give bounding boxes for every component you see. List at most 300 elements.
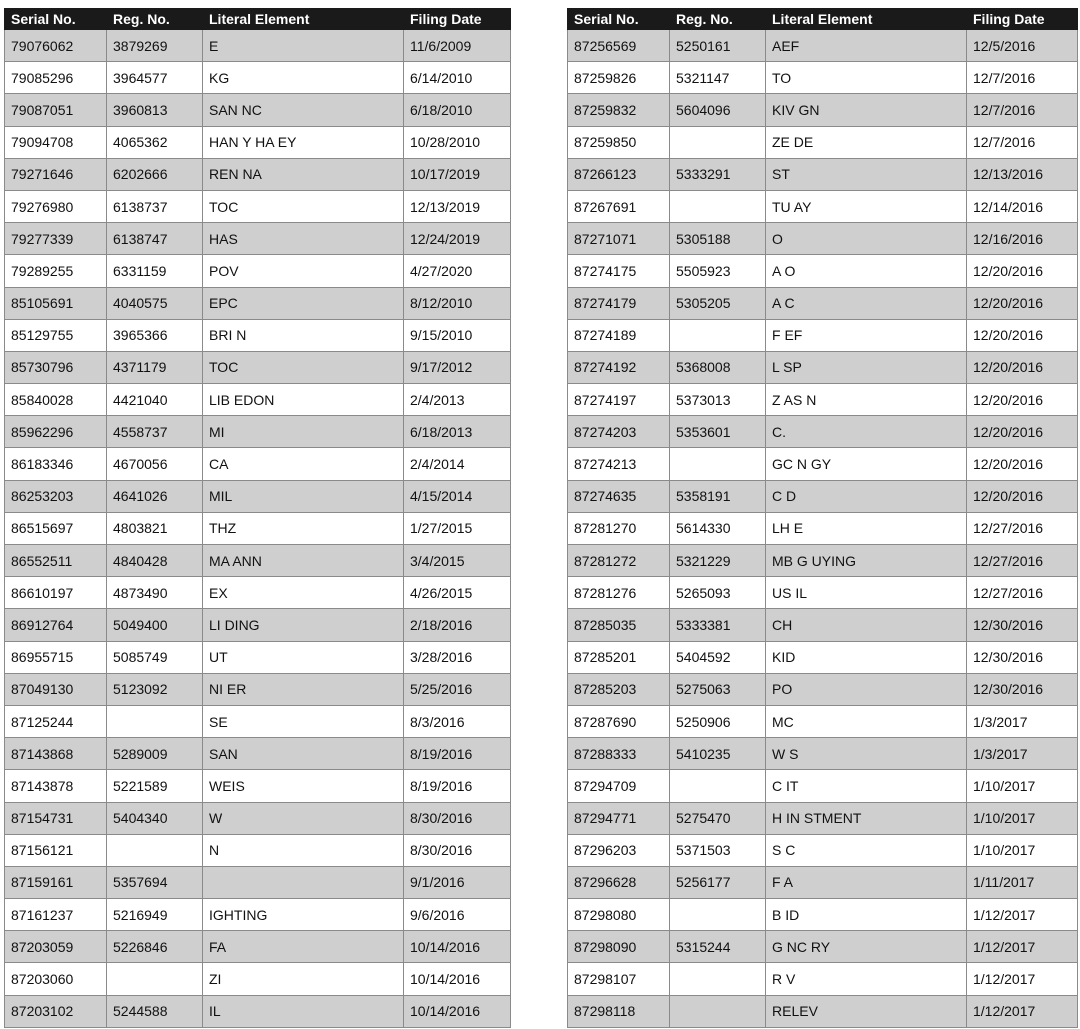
table-row xyxy=(568,705,1078,737)
serial-no-cell: 79276980 xyxy=(5,190,107,222)
literal-element-cell: AEF xyxy=(766,30,967,62)
reg-no-cell: 4641026 xyxy=(107,480,203,512)
reg-no-cell: 5250161 xyxy=(670,30,766,62)
table-row xyxy=(568,738,1078,770)
serial-no-cell: 79076062 xyxy=(5,30,107,62)
reg-no-cell xyxy=(107,834,203,866)
table-row xyxy=(5,30,511,62)
filing-date-cell: 12/27/2016 xyxy=(967,545,1078,577)
filing-date-cell: 4/26/2015 xyxy=(404,577,511,609)
serial-no-cell: 87296628 xyxy=(568,866,670,898)
table-row xyxy=(5,609,511,641)
filing-date-cell: 12/27/2016 xyxy=(967,512,1078,544)
reg-no-cell: 6331159 xyxy=(107,255,203,287)
filing-date-cell: 12/7/2016 xyxy=(967,62,1078,94)
reg-no-cell xyxy=(670,319,766,351)
literal-element-cell: UT xyxy=(203,641,404,673)
serial-no-cell: 79094708 xyxy=(5,126,107,158)
literal-element-cell: POV xyxy=(203,255,404,287)
reg-no-cell: 5289009 xyxy=(107,738,203,770)
reg-no-cell: 5371503 xyxy=(670,834,766,866)
reg-no-cell: 5226846 xyxy=(107,931,203,963)
reg-no-cell: 5614330 xyxy=(670,512,766,544)
table-row xyxy=(568,802,1078,834)
literal-element-cell: LI DING xyxy=(203,609,404,641)
reg-no-cell: 5333291 xyxy=(670,158,766,190)
reg-no-cell xyxy=(670,995,766,1027)
serial-no-cell: 87281276 xyxy=(568,577,670,609)
serial-no-cell: 87049130 xyxy=(5,673,107,705)
filing-date-cell: 9/17/2012 xyxy=(404,351,511,383)
table-row xyxy=(568,577,1078,609)
literal-element-cell: ZI xyxy=(203,963,404,995)
reg-no-cell: 5265093 xyxy=(670,577,766,609)
filing-date-cell: 12/20/2016 xyxy=(967,255,1078,287)
literal-element-cell: TU AY xyxy=(766,190,967,222)
literal-element-cell: THZ xyxy=(203,512,404,544)
table-row xyxy=(568,223,1078,255)
literal-element-cell: C IT xyxy=(766,770,967,802)
literal-element-cell: F EF xyxy=(766,319,967,351)
filing-date-cell: 1/3/2017 xyxy=(967,705,1078,737)
header-filing-date: Filing Date xyxy=(404,9,511,30)
filing-date-cell: 8/12/2010 xyxy=(404,287,511,319)
literal-element-cell: US IL xyxy=(766,577,967,609)
serial-no-cell: 87259850 xyxy=(568,126,670,158)
reg-no-cell: 4040575 xyxy=(107,287,203,319)
filing-date-cell: 1/11/2017 xyxy=(967,866,1078,898)
filing-date-cell: 10/28/2010 xyxy=(404,126,511,158)
serial-no-cell: 87287690 xyxy=(568,705,670,737)
literal-element-cell: O xyxy=(766,223,967,255)
reg-no-cell: 5505923 xyxy=(670,255,766,287)
literal-element-cell: ST xyxy=(766,158,967,190)
filing-date-cell: 12/20/2016 xyxy=(967,384,1078,416)
literal-element-cell: Z AS N xyxy=(766,384,967,416)
literal-element-cell: W xyxy=(203,802,404,834)
filing-date-cell: 6/18/2010 xyxy=(404,94,511,126)
filing-date-cell: 8/30/2016 xyxy=(404,802,511,834)
table-row xyxy=(5,899,511,931)
serial-no-cell: 87274197 xyxy=(568,384,670,416)
reg-no-cell: 5250906 xyxy=(670,705,766,737)
serial-no-cell: 79289255 xyxy=(5,255,107,287)
serial-no-cell: 87274635 xyxy=(568,480,670,512)
serial-no-cell: 87259826 xyxy=(568,62,670,94)
table-row xyxy=(5,351,511,383)
reg-no-cell: 4421040 xyxy=(107,384,203,416)
table-row xyxy=(568,866,1078,898)
reg-no-cell: 5321147 xyxy=(670,62,766,94)
reg-no-cell: 5221589 xyxy=(107,770,203,802)
literal-element-cell: BRI N xyxy=(203,319,404,351)
serial-no-cell: 87281272 xyxy=(568,545,670,577)
table-row xyxy=(568,545,1078,577)
table-row xyxy=(5,94,511,126)
reg-no-cell xyxy=(670,448,766,480)
literal-element-cell: IGHTING xyxy=(203,899,404,931)
table-row xyxy=(5,319,511,351)
serial-no-cell: 87143868 xyxy=(5,738,107,770)
reg-no-cell: 4840428 xyxy=(107,545,203,577)
serial-no-cell: 79277339 xyxy=(5,223,107,255)
literal-element-cell: TO xyxy=(766,62,967,94)
literal-element-cell: REN NA xyxy=(203,158,404,190)
reg-no-cell: 5373013 xyxy=(670,384,766,416)
literal-element-cell: KIV GN xyxy=(766,94,967,126)
header-reg-no: Reg. No. xyxy=(107,9,203,30)
reg-no-cell: 5404592 xyxy=(670,641,766,673)
filing-date-cell: 1/10/2017 xyxy=(967,770,1078,802)
table-row xyxy=(5,512,511,544)
filing-date-cell: 12/5/2016 xyxy=(967,30,1078,62)
filing-date-cell: 8/19/2016 xyxy=(404,770,511,802)
table-row xyxy=(5,963,511,995)
table-row xyxy=(568,673,1078,705)
reg-no-cell xyxy=(670,126,766,158)
table-row xyxy=(568,931,1078,963)
filing-date-cell: 2/4/2014 xyxy=(404,448,511,480)
serial-no-cell: 87294709 xyxy=(568,770,670,802)
literal-element-cell: SAN xyxy=(203,738,404,770)
serial-no-cell: 86183346 xyxy=(5,448,107,480)
serial-no-cell: 87285035 xyxy=(568,609,670,641)
reg-no-cell: 5244588 xyxy=(107,995,203,1027)
literal-element-cell: TOC xyxy=(203,351,404,383)
table-row xyxy=(568,512,1078,544)
table-row xyxy=(568,834,1078,866)
header-serial-no: Serial No. xyxy=(5,9,107,30)
header-row xyxy=(5,9,511,30)
reg-no-cell xyxy=(670,190,766,222)
serial-no-cell: 87156121 xyxy=(5,834,107,866)
filing-date-cell: 12/16/2016 xyxy=(967,223,1078,255)
literal-element-cell: MC xyxy=(766,705,967,737)
literal-element-cell: MI xyxy=(203,416,404,448)
literal-element-cell: HAN Y HA EY xyxy=(203,126,404,158)
reg-no-cell: 6202666 xyxy=(107,158,203,190)
literal-element-cell: EPC xyxy=(203,287,404,319)
literal-element-cell: RELEV xyxy=(766,995,967,1027)
reg-no-cell: 5275063 xyxy=(670,673,766,705)
serial-no-cell: 87294771 xyxy=(568,802,670,834)
filing-date-cell: 12/7/2016 xyxy=(967,126,1078,158)
serial-no-cell: 86552511 xyxy=(5,545,107,577)
filing-date-cell: 8/19/2016 xyxy=(404,738,511,770)
reg-no-cell: 5123092 xyxy=(107,673,203,705)
filing-date-cell: 3/4/2015 xyxy=(404,545,511,577)
table-row xyxy=(5,931,511,963)
serial-no-cell: 87125244 xyxy=(5,705,107,737)
serial-no-cell: 87285201 xyxy=(568,641,670,673)
serial-no-cell: 86955715 xyxy=(5,641,107,673)
serial-no-cell: 85730796 xyxy=(5,351,107,383)
filing-date-cell: 10/14/2016 xyxy=(404,963,511,995)
literal-element-cell: W S xyxy=(766,738,967,770)
filing-date-cell: 12/30/2016 xyxy=(967,609,1078,641)
serial-no-cell: 87298118 xyxy=(568,995,670,1027)
serial-no-cell: 86515697 xyxy=(5,512,107,544)
literal-element-cell: N xyxy=(203,834,404,866)
filing-date-cell: 12/27/2016 xyxy=(967,577,1078,609)
table-row xyxy=(568,319,1078,351)
table-row xyxy=(5,545,511,577)
literal-element-cell xyxy=(203,866,404,898)
literal-element-cell: PO xyxy=(766,673,967,705)
literal-element-cell: B ID xyxy=(766,899,967,931)
filing-date-cell: 12/30/2016 xyxy=(967,673,1078,705)
literal-element-cell: SAN NC xyxy=(203,94,404,126)
literal-element-cell: HAS xyxy=(203,223,404,255)
filing-date-cell: 12/30/2016 xyxy=(967,641,1078,673)
table-row xyxy=(568,30,1078,62)
table-row xyxy=(568,190,1078,222)
filing-date-cell: 12/20/2016 xyxy=(967,480,1078,512)
filing-date-cell: 12/20/2016 xyxy=(967,351,1078,383)
literal-element-cell: SE xyxy=(203,705,404,737)
header-literal-element: Literal Element xyxy=(203,9,404,30)
filing-date-cell: 2/4/2013 xyxy=(404,384,511,416)
table-row xyxy=(5,158,511,190)
serial-no-cell: 87203059 xyxy=(5,931,107,963)
filing-date-cell: 5/25/2016 xyxy=(404,673,511,705)
table-row xyxy=(568,609,1078,641)
reg-no-cell: 5368008 xyxy=(670,351,766,383)
reg-no-cell: 6138737 xyxy=(107,190,203,222)
header-row xyxy=(568,9,1078,30)
reg-no-cell: 5315244 xyxy=(670,931,766,963)
filing-date-cell: 10/14/2016 xyxy=(404,931,511,963)
serial-no-cell: 87161237 xyxy=(5,899,107,931)
literal-element-cell: IL xyxy=(203,995,404,1027)
reg-no-cell: 5256177 xyxy=(670,866,766,898)
table-row xyxy=(568,126,1078,158)
table-row xyxy=(568,963,1078,995)
filing-date-cell: 9/15/2010 xyxy=(404,319,511,351)
reg-no-cell: 5410235 xyxy=(670,738,766,770)
literal-element-cell: FA xyxy=(203,931,404,963)
reg-no-cell: 5305188 xyxy=(670,223,766,255)
serial-no-cell: 85840028 xyxy=(5,384,107,416)
serial-no-cell: 87256569 xyxy=(568,30,670,62)
table-row xyxy=(5,448,511,480)
table-row xyxy=(5,802,511,834)
literal-element-cell: A C xyxy=(766,287,967,319)
reg-no-cell: 3879269 xyxy=(107,30,203,62)
filing-date-cell: 4/27/2020 xyxy=(404,255,511,287)
table-row xyxy=(5,255,511,287)
serial-no-cell: 87203060 xyxy=(5,963,107,995)
table-row xyxy=(5,126,511,158)
serial-no-cell: 87274175 xyxy=(568,255,670,287)
serial-no-cell: 87298090 xyxy=(568,931,670,963)
filing-date-cell: 1/12/2017 xyxy=(967,995,1078,1027)
filing-date-cell: 10/14/2016 xyxy=(404,995,511,1027)
table-row xyxy=(568,287,1078,319)
table-row xyxy=(568,384,1078,416)
literal-element-cell: H IN STMENT xyxy=(766,802,967,834)
serial-no-cell: 87285203 xyxy=(568,673,670,705)
filing-date-cell: 6/18/2013 xyxy=(404,416,511,448)
table-row xyxy=(568,641,1078,673)
filing-date-cell: 12/20/2016 xyxy=(967,319,1078,351)
literal-element-cell: KID xyxy=(766,641,967,673)
literal-element-cell: EX xyxy=(203,577,404,609)
serial-no-cell: 87143878 xyxy=(5,770,107,802)
filing-date-cell: 10/17/2019 xyxy=(404,158,511,190)
filing-date-cell: 1/12/2017 xyxy=(967,931,1078,963)
filing-date-cell: 1/10/2017 xyxy=(967,834,1078,866)
reg-no-cell xyxy=(670,963,766,995)
filing-date-cell: 1/12/2017 xyxy=(967,963,1078,995)
table-row xyxy=(568,448,1078,480)
filing-date-cell: 8/3/2016 xyxy=(404,705,511,737)
serial-no-cell: 85129755 xyxy=(5,319,107,351)
filing-date-cell: 1/10/2017 xyxy=(967,802,1078,834)
table-row xyxy=(5,770,511,802)
table-row xyxy=(5,995,511,1027)
table-row xyxy=(5,287,511,319)
left-trademark-table xyxy=(4,8,511,1028)
serial-no-cell: 87296203 xyxy=(568,834,670,866)
reg-no-cell: 5305205 xyxy=(670,287,766,319)
literal-element-cell: C D xyxy=(766,480,967,512)
literal-element-cell: A O xyxy=(766,255,967,287)
table-row xyxy=(568,480,1078,512)
serial-no-cell: 85105691 xyxy=(5,287,107,319)
table-row xyxy=(568,94,1078,126)
filing-date-cell: 9/6/2016 xyxy=(404,899,511,931)
serial-no-cell: 87274213 xyxy=(568,448,670,480)
table-row xyxy=(5,62,511,94)
table-row xyxy=(5,480,511,512)
literal-element-cell: R V xyxy=(766,963,967,995)
literal-element-cell: ZE DE xyxy=(766,126,967,158)
serial-no-cell: 87267691 xyxy=(568,190,670,222)
literal-element-cell: GC N GY xyxy=(766,448,967,480)
reg-no-cell: 3960813 xyxy=(107,94,203,126)
literal-element-cell: MIL xyxy=(203,480,404,512)
serial-no-cell: 86610197 xyxy=(5,577,107,609)
literal-element-cell: TOC xyxy=(203,190,404,222)
serial-no-cell: 79271646 xyxy=(5,158,107,190)
serial-no-cell: 86912764 xyxy=(5,609,107,641)
literal-element-cell: WEIS xyxy=(203,770,404,802)
reg-no-cell: 5357694 xyxy=(107,866,203,898)
literal-element-cell: LH E xyxy=(766,512,967,544)
filing-date-cell: 1/3/2017 xyxy=(967,738,1078,770)
table-row xyxy=(568,158,1078,190)
literal-element-cell: CH xyxy=(766,609,967,641)
header-filing-date: Filing Date xyxy=(967,9,1078,30)
serial-no-cell: 87298080 xyxy=(568,899,670,931)
filing-date-cell: 12/24/2019 xyxy=(404,223,511,255)
reg-no-cell: 5216949 xyxy=(107,899,203,931)
table-row xyxy=(5,673,511,705)
filing-date-cell: 12/14/2016 xyxy=(967,190,1078,222)
reg-no-cell: 5321229 xyxy=(670,545,766,577)
filing-date-cell: 9/1/2016 xyxy=(404,866,511,898)
literal-element-cell: L SP xyxy=(766,351,967,383)
reg-no-cell: 5404340 xyxy=(107,802,203,834)
reg-no-cell: 5604096 xyxy=(670,94,766,126)
header-literal-element: Literal Element xyxy=(766,9,967,30)
table-row xyxy=(5,738,511,770)
filing-date-cell: 12/20/2016 xyxy=(967,416,1078,448)
serial-no-cell: 87154731 xyxy=(5,802,107,834)
literal-element-cell: CA xyxy=(203,448,404,480)
reg-no-cell xyxy=(670,899,766,931)
serial-no-cell: 87271071 xyxy=(568,223,670,255)
table-row xyxy=(5,577,511,609)
serial-no-cell: 87298107 xyxy=(568,963,670,995)
serial-no-cell: 87259832 xyxy=(568,94,670,126)
serial-no-cell: 87274179 xyxy=(568,287,670,319)
table-row xyxy=(568,416,1078,448)
reg-no-cell: 5085749 xyxy=(107,641,203,673)
table-row xyxy=(568,899,1078,931)
literal-element-cell: F A xyxy=(766,866,967,898)
serial-no-cell: 85962296 xyxy=(5,416,107,448)
header-serial-no: Serial No. xyxy=(568,9,670,30)
table-row xyxy=(5,641,511,673)
table-row xyxy=(568,62,1078,94)
literal-element-cell: MB G UYING xyxy=(766,545,967,577)
filing-date-cell: 12/13/2016 xyxy=(967,158,1078,190)
reg-no-cell: 4558737 xyxy=(107,416,203,448)
reg-no-cell: 5358191 xyxy=(670,480,766,512)
reg-no-cell: 5333381 xyxy=(670,609,766,641)
filing-date-cell: 1/12/2017 xyxy=(967,899,1078,931)
reg-no-cell xyxy=(670,770,766,802)
serial-no-cell: 87281270 xyxy=(568,512,670,544)
table-row xyxy=(5,223,511,255)
literal-element-cell: KG xyxy=(203,62,404,94)
table-row xyxy=(5,190,511,222)
serial-no-cell: 87288333 xyxy=(568,738,670,770)
header-reg-no: Reg. No. xyxy=(670,9,766,30)
left-table-body xyxy=(5,30,511,1028)
filing-date-cell: 2/18/2016 xyxy=(404,609,511,641)
filing-date-cell: 8/30/2016 xyxy=(404,834,511,866)
reg-no-cell: 4873490 xyxy=(107,577,203,609)
reg-no-cell xyxy=(107,705,203,737)
table-row xyxy=(5,866,511,898)
literal-element-cell: S C xyxy=(766,834,967,866)
table-row xyxy=(568,770,1078,802)
filing-date-cell: 6/14/2010 xyxy=(404,62,511,94)
reg-no-cell xyxy=(107,963,203,995)
table-row xyxy=(5,705,511,737)
filing-date-cell: 3/28/2016 xyxy=(404,641,511,673)
literal-element-cell: C. xyxy=(766,416,967,448)
serial-no-cell: 79087051 xyxy=(5,94,107,126)
table-row xyxy=(5,416,511,448)
reg-no-cell: 5049400 xyxy=(107,609,203,641)
filing-date-cell: 12/7/2016 xyxy=(967,94,1078,126)
serial-no-cell: 87159161 xyxy=(5,866,107,898)
serial-no-cell: 79085296 xyxy=(5,62,107,94)
reg-no-cell: 6138747 xyxy=(107,223,203,255)
serial-no-cell: 86253203 xyxy=(5,480,107,512)
reg-no-cell: 3964577 xyxy=(107,62,203,94)
filing-date-cell: 12/20/2016 xyxy=(967,448,1078,480)
serial-no-cell: 87266123 xyxy=(568,158,670,190)
reg-no-cell: 4371179 xyxy=(107,351,203,383)
literal-element-cell: NI ER xyxy=(203,673,404,705)
serial-no-cell: 87274189 xyxy=(568,319,670,351)
reg-no-cell: 4803821 xyxy=(107,512,203,544)
